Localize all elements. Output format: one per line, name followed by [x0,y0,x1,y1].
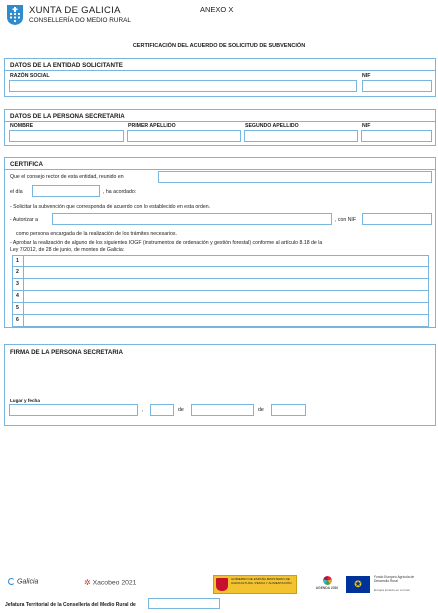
autorizar-field[interactable] [52,213,332,225]
agenda-wheel-icon [323,576,332,585]
feader-text: Fondo Europeo Agrícola de Desarrollo Rural [374,575,415,583]
aprobar-text-1: - Aprobar la realización de alguno de los siguientes IOGF (instrumentos de ordenación y gestión forestal) conforme al artículo 8.18 de la [10,240,323,246]
feader-logo [346,575,430,595]
entity-nif-label: NIF [362,73,371,79]
galicia-swirl-icon [8,578,15,585]
iogf-row-number: 3 [12,278,24,290]
aprobar-text-2: Ley 7/2012, de 28 de junio, de montes de Galicia: [10,247,125,253]
xacobeo-star-icon: ✲ [84,578,91,587]
razon-social-field[interactable] [9,80,357,92]
el-dia-text: el día [10,189,23,195]
autorizar-nif-field[interactable] [362,213,432,225]
xacobeo-logo [84,578,136,587]
xunta-shield-icon [6,4,24,26]
ministerio-logo [213,575,297,594]
razon-social-label: RAZÓN SOCIAL [10,73,50,79]
secretary-section-title: DATOS DE LA PERSONA SECRETARIA [10,113,125,120]
galicia-logo [8,578,38,585]
iogf-row[interactable] [12,267,429,279]
entity-nif-field[interactable] [362,80,432,92]
iogf-row-number: 2 [12,266,24,278]
con-nif-text: , con NIF [335,217,357,223]
dept-name: CONSELLERÍA DO MEDIO RURAL [29,17,131,24]
ha-acordado-text: , ha acordado: [103,189,137,195]
iogf-row[interactable] [12,255,429,267]
secretary-nif-field[interactable] [361,130,432,142]
feader-subtext: Europa invierte en el rural [374,588,410,592]
de-text-1: de [178,407,184,413]
xunta-logo [6,4,24,26]
comma-text: , [142,407,144,413]
annex-label: ANEXO X [200,5,234,14]
autorizar-text: - Autorizar a [10,217,38,223]
signature-section [4,344,436,426]
iogf-row-number: 4 [12,290,24,302]
xacobeo-logo-text: Xacobeo 2021 [92,579,137,587]
primer-apellido-label: PRIMER APELLIDO [128,123,176,129]
eu-flag-icon: ✪ [346,576,370,593]
jefatura-label: Jefatura Territorial de la Consellería del Medio Rural de [5,602,136,608]
dia-field[interactable] [150,404,174,416]
nombre-field[interactable] [9,130,124,142]
segundo-apellido-field[interactable] [244,130,358,142]
primer-apellido-field[interactable] [127,130,241,142]
entity-section-title: DATOS DE LA ENTIDAD SOLICITANTE [10,62,123,69]
mes-field[interactable] [191,404,254,416]
solicitar-text: - Solicitar la subvención que corresponda de acuerdo con lo establecido en esta orden. [10,204,211,210]
signature-title: FIRMA DE LA PERSONA SECRETARIA [10,349,123,356]
el-dia-field[interactable] [32,185,100,197]
iogf-table [5,255,435,329]
como-persona-text: como persona encargada de la realización de los trámites necesarios. [16,231,177,237]
certifica-section [4,157,436,328]
iogf-row[interactable] [12,291,429,303]
segundo-apellido-label: SEGUNDO APELLIDO [245,123,299,129]
iogf-row-number: 5 [12,302,24,314]
jefatura-field[interactable] [148,598,220,609]
agenda-2030-logo [314,576,340,594]
entity-section [4,58,436,97]
galicia-logo-text: Galicia [17,578,39,586]
iogf-row[interactable] [12,279,429,291]
lugar-fecha-label: Lugar y fecha [10,398,40,403]
anio-field[interactable] [271,404,306,416]
reunido-en-field[interactable] [158,171,432,183]
document-title: CERTIFICACIÓN DEL ACUERDO DE SOLICITUD DE SUBVENCIÓN [132,43,306,49]
reunido-text: Que el consejo rector de esta entidad, reunido en [10,174,124,180]
nombre-label: NOMBRE [10,123,34,129]
spain-shield-icon [216,578,228,591]
iogf-row-number: 1 [12,255,24,267]
secretary-nif-label: NIF [362,123,371,129]
certifica-title: CERTIFICA [10,161,43,168]
iogf-row[interactable] [12,303,429,315]
de-text-2: de [258,407,264,413]
lugar-field[interactable] [9,404,138,416]
iogf-row[interactable] [12,315,429,327]
secretary-section [4,109,436,146]
iogf-row-number: 6 [12,314,24,326]
ministerio-text: GOBIERNO DE ESPAÑA MINISTERIO DE AGRICULTURA, PESCA Y ALIMENTACIÓN [231,577,292,585]
agenda-text: AGENDA 2030 [315,586,339,590]
org-name: XUNTA DE GALICIA [29,5,121,16]
